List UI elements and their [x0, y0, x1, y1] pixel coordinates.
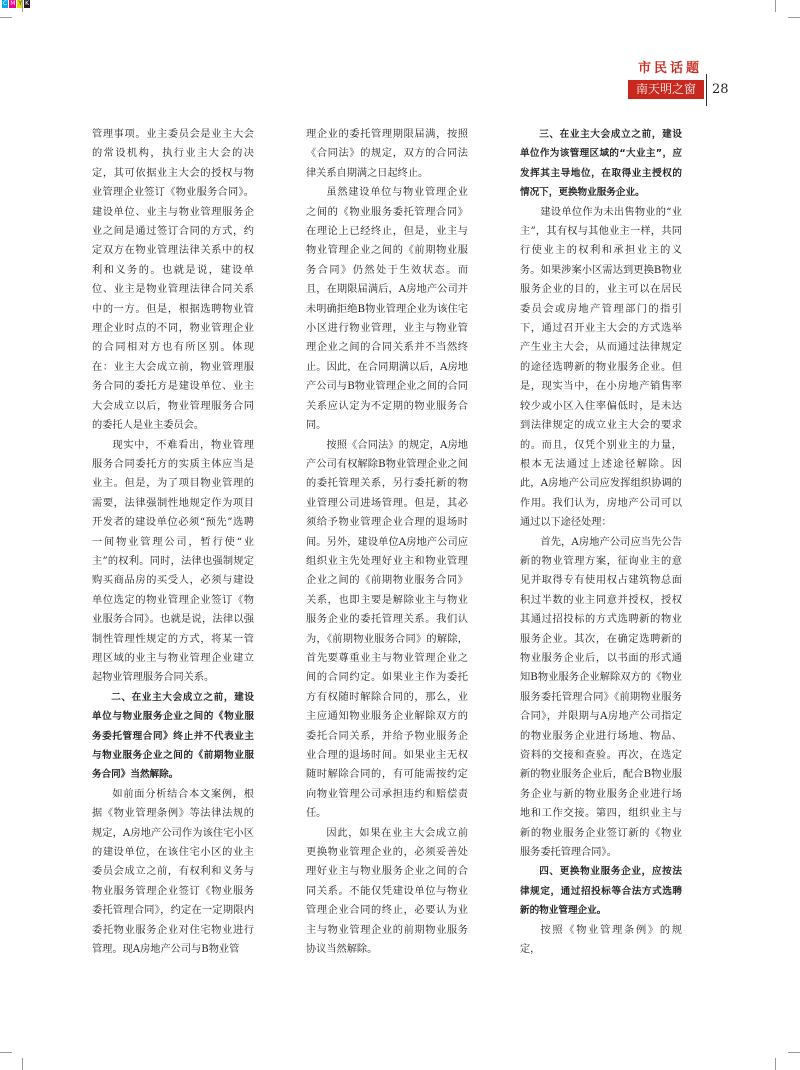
crop-mark-top-left-v: [22, 0, 23, 12]
header-divider: [706, 74, 707, 106]
paragraph: 按照《物业管理条例》的规定，: [520, 924, 682, 956]
paragraph: 如前面分析结合本文案例，根据《物业管理条例》等法律法规的规定，A房地产公司作为该住宅小区的建设单位，在该住宅小区的业主委员会成立之前，有权利和义务与物业服务管理企业签订《物业服务委托管理合同》，约定在一定期限内委托物业服务企业对住宅物业进行管理。现A房地产公司与B物业管: [92, 788, 254, 956]
crop-mark-bottom-right-h: [788, 1052, 800, 1053]
crop-mark-top-right-v: [775, 0, 776, 12]
crop-mark-top-right-h: [788, 17, 800, 18]
print-color-marks: [2, 0, 30, 8]
section-heading: 二、在业主大会成立之前，建设单位与物业服务企业之间的《物业服务委托管理合同》终止并不代表业主与物业服务企业之间的《前期物业服务合同》当然解除。: [92, 691, 254, 781]
crop-mark-top-left-h: [0, 17, 12, 18]
paragraph: 建设单位作为未出售物业的“业主”，其有权与其他业主一样，共同行使业主的权利和承担业主的义务。如果涉案小区需达到更换B物业服务企业的目的，业主可以在居民委员会或房地产管理部门的指引下，通过召开业主大会的方式选举产生业主大会，从而通过法律规定的途径选聘新的物业服务企业。但是，现实当中，在小房地产销售率较少或小区入住率偏低时，是未达到法律规定的成立业主大会的要求的。而且，仅凭个别业主的力量，根本无法通过上述途径解除。因此，A房地产公司应发挥组织协调的作用。我们认为，房地产公司可以通过以下途径处理：: [520, 206, 682, 529]
print-mark-m: M: [10, 0, 16, 7]
paragraph: 虽然建设单位与物业管理企业之间的《物业服务委托管理合同》在理论上已经终止，但是，业主与物业管理企业之间的《前期物业服务合同》仍然处于生效状态。而且，在期限届满后，A房地产公司并未明确拒绝B物业管理企业为该住宅小区进行物业管理，业主与物业管理企业之间的合同关系并不当然终止。因此，在合同期满以后，A房地产公司与B物业管理企业之间的合同关系应认定为不定期的物业服务合同。: [306, 187, 468, 432]
section-heading: 三、在业主大会成立之前，建设单位作为该管理区域的“大业主”，应发挥其主导地位，在取得业主授权的情况下，更换物业服务企业。: [520, 129, 682, 199]
section-title: 市民话题: [637, 61, 702, 76]
print-mark-k: K: [25, 0, 29, 7]
text-column-1: [92, 125, 254, 959]
paragraph: 管理事项。业主委员会是业主大会的常设机构，执行业主大会的决定，其可依据业主大会的授权与物业管理企业签订《物业服务合同》。建设单位、业主与物业管理服务企业之间是通过签订合同的方式，约定双方在物业管理法律关系中的权利和义务的。也就是说，建设单位、业主是物业管理法律合同关系中的一方。但是，根据选聘物业管理企业时点的不同，物业管理企业的合同相对方也有所区别。体现在：业主大会成立前，物业管理服务合同的委托方是建设单位、业主大会成立以后，物业管理服务合同的委托人是业主委员会。: [92, 129, 254, 432]
crop-mark-bottom-left-v: [22, 1058, 23, 1070]
crop-mark-bottom-right-v: [775, 1058, 776, 1070]
paragraph: 首先，A房地产公司应当先公告新的物业管理方案，征询业主的意见并取得专有使用权占建筑物总面积过半数的业主同意并授权，授权其通过招投标的方式选聘新的物业服务企业。其次，在确定选聘新的物业服务企业后，以书面的形式通知B物业服务企业解除双方的《物业服务委托管理合同》《前期物业服务合同》，并限期与A房地产公司指定的物业服务企业进行场地、物品、资料的交接和查验。再次，在选定新的物业服务企业后，配合B物业服务企业与新的物业服务企业进行场地和工作交接。第四，组织业主与新的物业服务企业签订新的《物业服务委托管理合同》。: [520, 536, 682, 859]
paragraph: 因此，如果在业主大会成立前更换物业管理企业的，必须妥善处理好业主与物业服务企业之间的合同关系。不能仅凭建设单位与物业管理企业合同的终止，必要认为业主与物业管理企业的前期物业服务协议当然解除。: [306, 827, 468, 956]
paragraph: 按照《合同法》的规定，A房地产公司有权解除B物业管理企业之间的委托管理关系，另行委托新的物业管理公司进场管理。但是，其必须给予物业管理企业合理的退场时间。另外，建设单位A房地产公司应组织业主先处理好业主和物业管理企业之间的《前期物业服务合同》关系，也即主要是解除业主与物业服务企业的委托管理关系。我们认为，《前期物业服务合同》的解除，首先要尊重业主与物业管理企业之间的合同约定。如果业主作为委托方有权随时解除合同的，那么，业主应通知物业服务企业解除双方的委托合同关系，并给予物业服务企业合理的退场时间。如果业主无权随时解除合同的，有可能需按约定向物业管理公司承担违约和赔偿责任。: [306, 439, 468, 820]
paragraph: 理企业的委托管理期限届满，按照《合同法》的规定，双方的合同法律关系自期满之日起终止。: [306, 129, 468, 179]
text-column-2: [306, 125, 468, 959]
crop-mark-bottom-left-h: [0, 1052, 12, 1053]
column-name-bar: 南天明之窗: [628, 80, 704, 99]
page-number: 28: [712, 82, 729, 97]
text-column-3: [520, 125, 682, 959]
section-heading: 四、更换物业服务企业，应按法律规定，通过招投标等合法方式选聘新的物业管理企业。: [520, 866, 682, 917]
print-mark-y: Y: [18, 0, 23, 7]
paragraph: 现实中，不难看出，物业管理服务合同委托方的实质主体应当是业主。但是，为了项目物业管理的需要，法律强制性地规定作为项目开发者的建设单位必须“预先”选聘一间物业管理公司，暂行使“业主”的权利。同时，法律也强制规定购买商品房的买受人，必须与建设单位选定的物业管理企业签订《物业服务合同》。也就是说，法律以强制性管理性规定的方式，将某一管理区域的业主与物业管理企业建立起物业管理服务合同关系。: [92, 439, 254, 684]
print-mark-c: C: [3, 0, 8, 7]
